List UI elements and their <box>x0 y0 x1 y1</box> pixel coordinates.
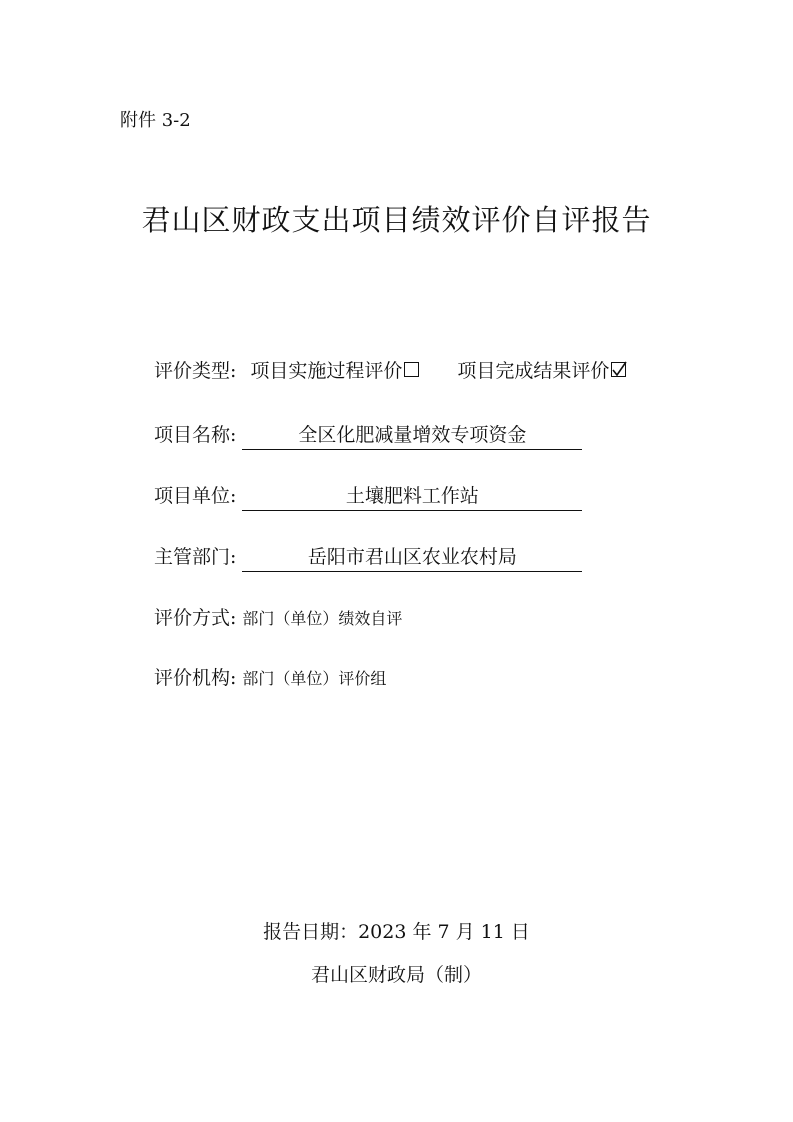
eval-method-row <box>154 603 402 630</box>
checkmark-icon <box>611 361 627 377</box>
authority-label: 主管部门: <box>154 546 237 568</box>
eval-type-option2-checkbox[interactable] <box>611 362 626 377</box>
project-name-label: 项目名称: <box>154 424 237 446</box>
issuer: 君山区财政局（制） <box>310 964 482 986</box>
eval-method-value: 部门（单位）绩效自评 <box>242 609 403 628</box>
project-unit-label: 项目单位: <box>154 485 237 507</box>
authority-row <box>154 542 582 572</box>
eval-type-option1-checkbox[interactable] <box>404 362 419 377</box>
report-date: 报告日期：2023 年 7 月 11 日 <box>263 921 530 943</box>
eval-method-label: 评价方式: <box>154 607 237 629</box>
report-title: 君山区财政支出项目绩效评价自评报告 <box>141 203 652 237</box>
eval-type-label: 评价类型: <box>154 360 237 382</box>
project-unit-row <box>154 481 582 511</box>
authority-value: 岳阳市君山区农业农村局 <box>242 542 582 572</box>
attachment-label: 附件 3-2 <box>120 110 191 131</box>
eval-type-row <box>154 356 626 383</box>
eval-org-row <box>154 663 386 690</box>
eval-org-label: 评价机构: <box>154 667 237 689</box>
project-unit-value: 土壤肥料工作站 <box>242 481 582 511</box>
eval-org-value: 部门（单位）评价组 <box>242 669 387 688</box>
eval-type-option2-label: 项目完成结果评价 <box>457 360 610 382</box>
project-name-row <box>154 420 582 450</box>
eval-type-option1-label: 项目实施过程评价 <box>250 360 403 382</box>
project-name-value: 全区化肥减量增效专项资金 <box>242 420 582 450</box>
